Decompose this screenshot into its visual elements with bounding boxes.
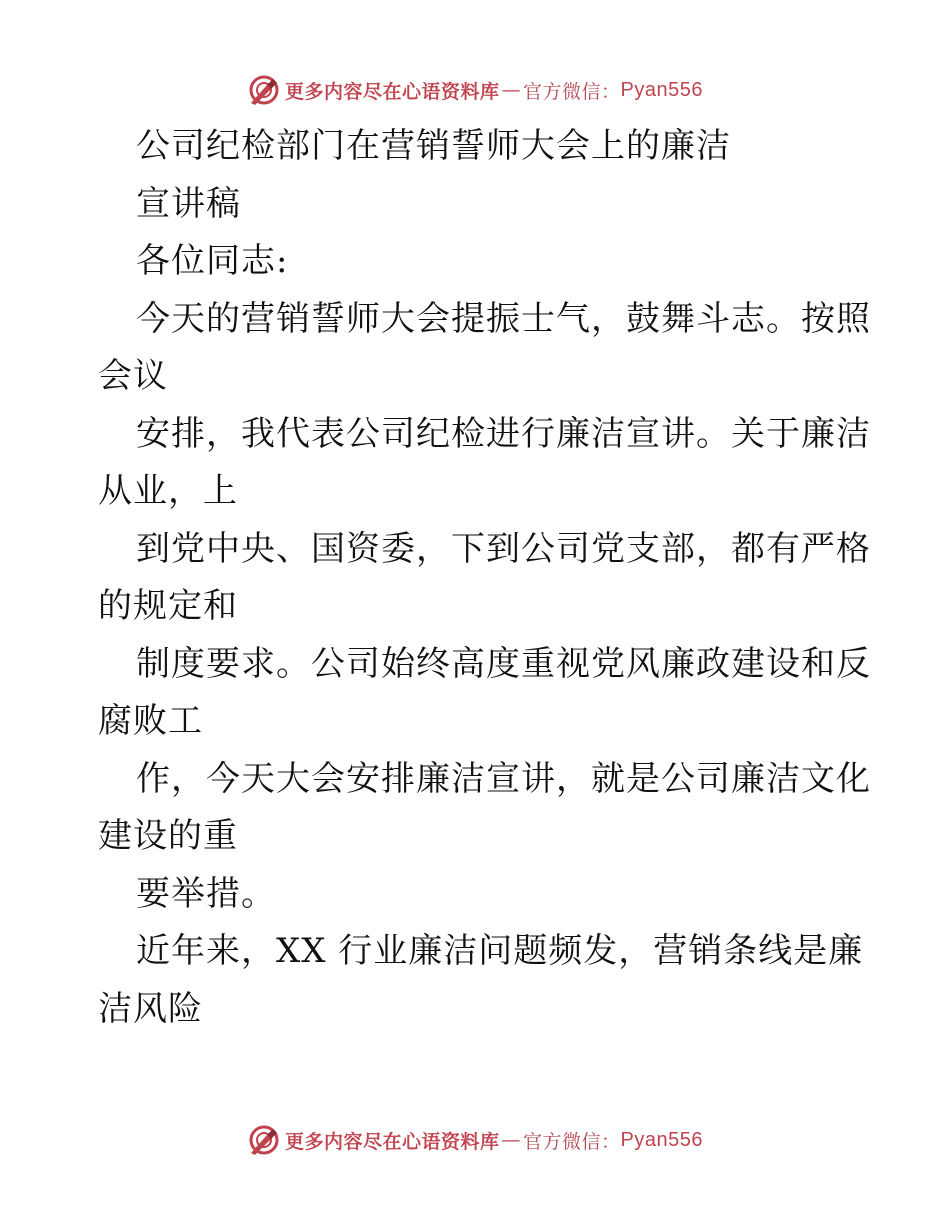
pen-circle-logo-icon: [247, 73, 281, 107]
watermark-wechat-id: Pyan556: [620, 78, 703, 101]
body-text: [98, 291, 871, 1039]
document-body: [98, 118, 871, 1038]
body-line: 作，今天大会安排廉洁宣讲，就是公司廉洁文化: [136, 758, 871, 799]
watermark-wechat-label: 官方微信：: [523, 1130, 621, 1153]
header-watermark: [0, 70, 950, 110]
body-line: 安排，我代表公司纪检进行廉洁宣讲。关于廉洁: [136, 413, 871, 454]
watermark-dash: —: [501, 79, 522, 101]
watermark-wechat-label: 官方微信：: [523, 80, 621, 103]
body-line: 从业，上: [98, 471, 238, 511]
body-line: 近年来，XX 行业廉洁问题频发，营销条线是廉: [136, 931, 864, 971]
salutation: 各位同志:: [136, 241, 289, 281]
body-line: 到党中央、国资委，下到公司党支部，都有严格: [136, 528, 871, 569]
pen-circle-logo-icon: [247, 1123, 281, 1157]
body-line: 制度要求。公司始终高度重视党风廉政建设和反: [136, 643, 871, 684]
watermark-dash: —: [501, 1129, 522, 1151]
document-title-line-1: 公司纪检部门在营销誓师大会上的廉洁: [136, 126, 731, 166]
body-line: 的规定和: [98, 586, 238, 626]
watermark-site-text: 更多内容尽在心语资料库: [285, 80, 500, 103]
watermark-wechat-id: Pyan556: [620, 1128, 703, 1151]
body-line: 今天的营销誓师大会提振士气，鼓舞斗志。按照: [136, 298, 871, 339]
body-line: 会议: [98, 356, 168, 396]
document-title-line-2: 宣讲稿: [136, 183, 241, 224]
body-line: 要举措。: [136, 873, 276, 914]
body-line: 腐败工: [98, 701, 203, 741]
body-line: 建设的重: [98, 816, 238, 856]
watermark-content: [247, 73, 703, 107]
body-line: 洁风险: [98, 988, 203, 1029]
watermark-content: [247, 1123, 703, 1157]
watermark-site-text: 更多内容尽在心语资料库: [285, 1130, 500, 1153]
footer-watermark: [0, 1120, 950, 1160]
